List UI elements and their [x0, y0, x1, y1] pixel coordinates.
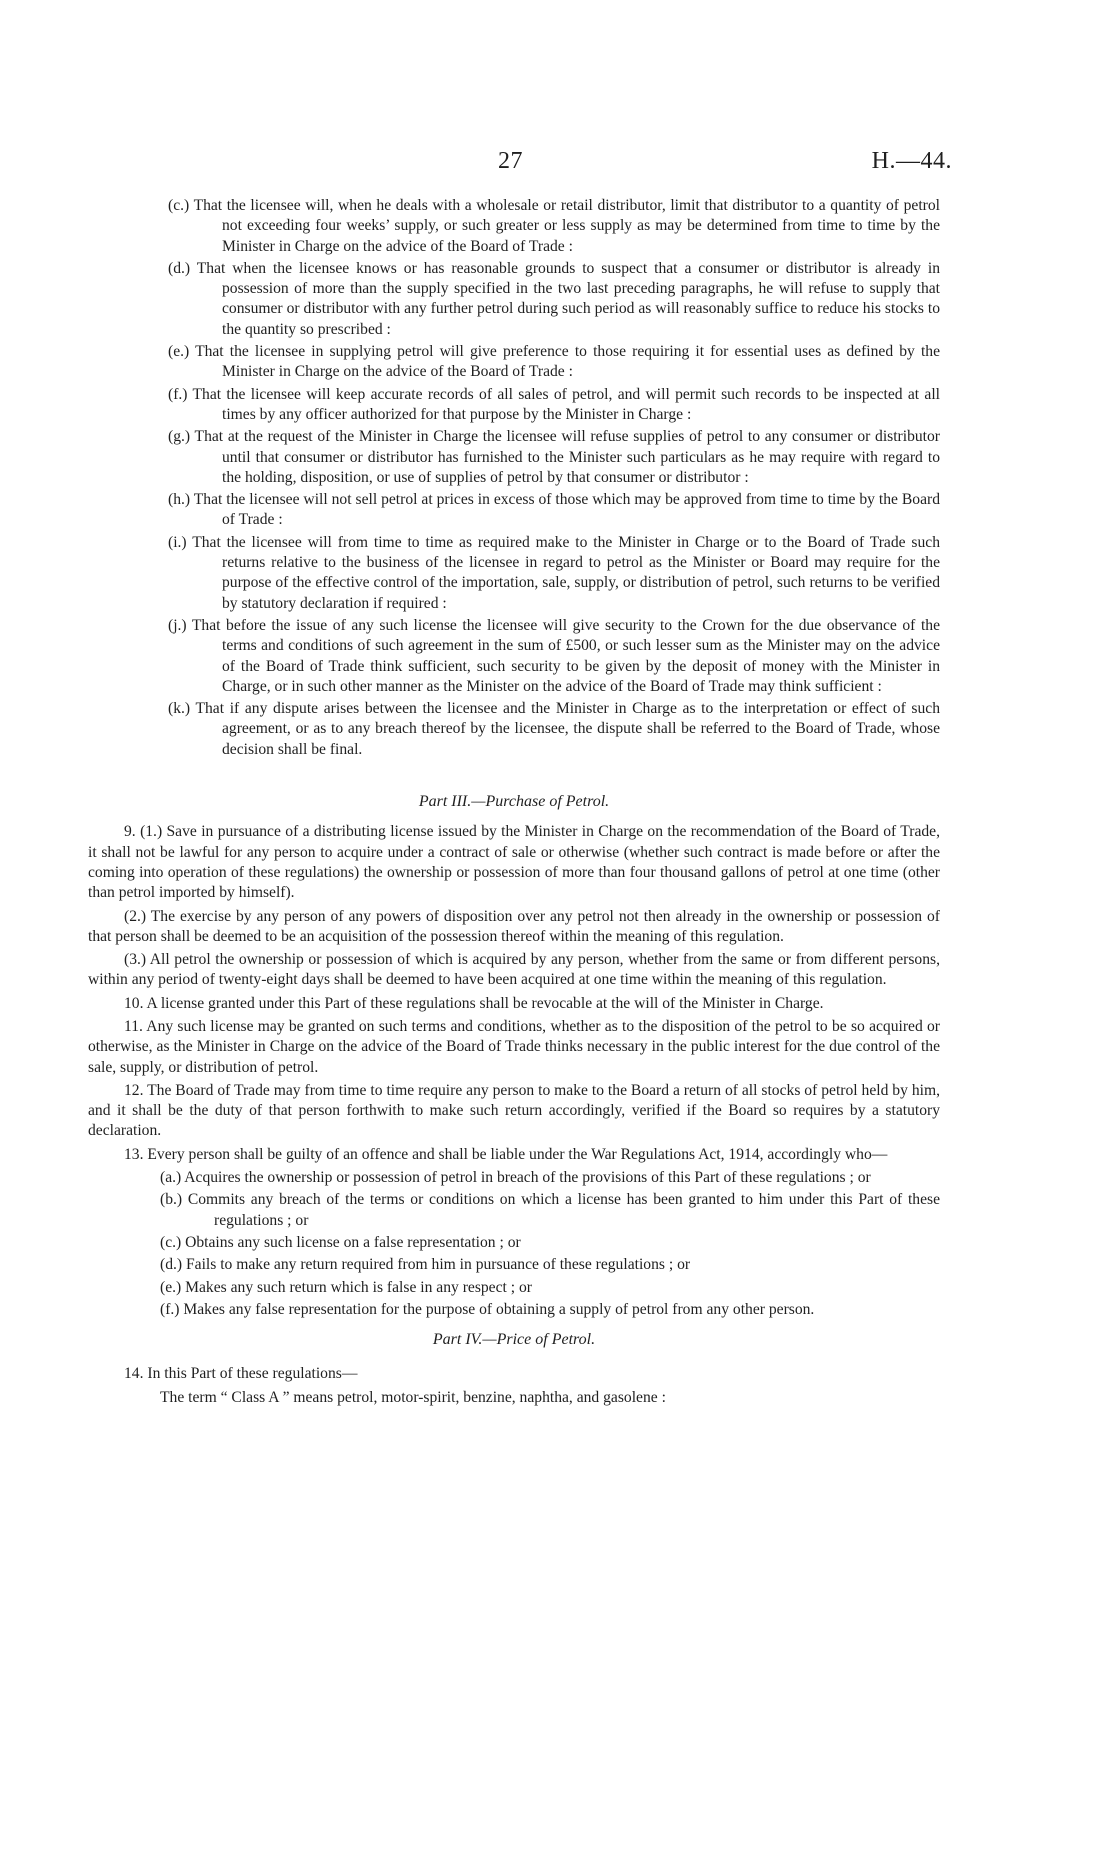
condition-item: [168, 385, 940, 426]
offence-marker: (b.): [160, 1191, 183, 1209]
condition-item: [168, 699, 940, 760]
clause-marker: (c.): [168, 197, 190, 214]
license-conditions-list: [168, 196, 940, 760]
clause-marker: (d.): [168, 259, 191, 277]
regulation-paragraph: 13. Every person shall be guilty of an offence and shall be liable under the War Regulations Act, 1914, accordingly who—: [124, 1145, 888, 1163]
regulation-paragraph: (2.) The exercise by any person of any powers of disposition over any petrol not then already in the ownership or possession of that person shall be deemed to be an acquisition of the possession thereof within the meaning of this regulation.: [88, 907, 940, 945]
clause-text: That if any dispute arises between the licensee and the Minister in Charge as to the interpretation or effect of such agreement, or as to any breach thereof by the licensee, the dispute shall be referred to the Board of Trade, whose decision shall be final.: [195, 700, 940, 758]
regulation-paragraph: 14. In this Part of these regulations—: [124, 1365, 358, 1383]
offence-marker: (f.): [160, 1300, 180, 1318]
regulation-paragraph: 9. (1.) Save in pursuance of a distributing license issued by the Minister in Charge on the recommendation of the Board of Trade, it shall not be lawful for any person to acquire under a contract of sale or otherwise (whether such contract is made before or after the coming into operation of these regulations) the ownership or possession of more than four thousand gallons of petrol at one time (other than petrol imported by himself).: [88, 823, 940, 902]
part-iii-heading: Part III.—Purchase of Petrol.: [418, 793, 610, 811]
clause-marker: (k.): [168, 700, 191, 718]
clause-marker: (g.): [168, 428, 191, 446]
clause-text: That the licensee will keep accurate records of all sales of petrol, and will permit such records to be inspected at all times by any officer authorized for that purpose by the Minister in Charge :: [192, 385, 940, 423]
clause-text: That the licensee will, when he deals with a wholesale or retail distributor, limit that distributor to a quantity of petrol not exceeding four weeks’ supply, or such greater or less supply as may be determined from time to time by the Minister in Charge on the advice of the Board of Trade :: [193, 197, 940, 255]
condition-item: [168, 427, 940, 488]
regulation-paragraph: 10. A license granted under this Part of these regulations shall be revocable at the will of the Minister in Charge.: [124, 994, 824, 1012]
clause-text: That before the issue of any such license the licensee will give security to the Crown for the due observance of the terms and conditions of such agreement in the sum of £500, or such lesser sum as the Minister may on the advice of the Board of Trade think sufficient, such security to be given by the deposit of money with the Minister in Charge, or in such other manner as the Minister on the advice of the Board of Trade may think sufficient :: [191, 616, 940, 695]
offence-item: [160, 1255, 940, 1275]
clause-text: That the licensee in supplying petrol will give preference to those requiring it for essential uses as defined by the Minister in Charge on the advice of the Board of Trade :: [195, 343, 940, 381]
offence-marker: (c.): [160, 1233, 182, 1251]
offence-text: Obtains any such license on a false representation ; or: [185, 1233, 521, 1251]
offence-marker: (a.): [160, 1169, 182, 1187]
offence-text: Makes any false representation for the purpose of obtaining a supply of petrol from any other person.: [183, 1300, 815, 1318]
offence-text: Fails to make any return required from him in pursuance of these regulations ; or: [186, 1256, 691, 1274]
regulation-paragraph: (3.) All petrol the ownership or possession of which is acquired by any person, whether from the same or from different persons, within any period of twenty-eight days shall be deemed to have been acquired at one time within the meaning of this regulation.: [88, 951, 940, 989]
offence-text: Commits any breach of the terms or conditions on which a license has been granted to him under this Part of these regulations ; or: [187, 1191, 940, 1229]
offence-marker: (e.): [160, 1278, 182, 1296]
offence-text: Acquires the ownership or possession of petrol in breach of the provisions of this Part of these regulations ; or: [184, 1169, 871, 1187]
clause-text: That the licensee will from time to time as required make to the Minister in Charge or to the Board of Trade such returns relative to the business of the licensee in regard to petrol as the Minister or Board may require for the purpose of the effective control of the importation, sale, supply, or distribution of petrol, such returns to be verified by statutory declaration if required :: [192, 533, 940, 612]
clause-text: That the licensee will not sell petrol at prices in excess of those which may be approved from time to time by the Board of Trade :: [193, 491, 940, 529]
offences-list: [160, 1168, 940, 1320]
part-iv-heading: Part IV.—Price of Petrol.: [432, 1331, 596, 1349]
condition-item: [168, 490, 940, 531]
clause-text: That when the licensee knows or has reasonable grounds to suspect that a consumer or distributor is already in possession of more than the supply specified in the two last preceding paragraphs, he will refuse to supply that consumer or distributor with any further petrol during such period as will reasonably suffice to reduce his stocks to the quantity so prescribed :: [196, 259, 940, 338]
offence-item: [160, 1278, 940, 1298]
document-reference: H.—44.: [871, 148, 952, 174]
condition-item: [168, 616, 940, 697]
clause-marker: (e.): [168, 343, 190, 361]
offence-marker: (d.): [160, 1256, 183, 1274]
clause-marker: (h.): [168, 491, 191, 509]
condition-item: [168, 259, 940, 340]
clause-marker: (i.): [168, 533, 187, 551]
clause-text: That at the request of the Minister in Charge the licensee will refuse supplies of petrol to any consumer or distributor until that consumer or distributor has furnished to the Minister such particulars as he may require with regard to the holding, disposition, or use of supplies of petrol by that consumer or distributor :: [194, 428, 940, 486]
body-text: [88, 196, 940, 1408]
offence-text: Makes any such return which is false in any respect ; or: [185, 1278, 532, 1296]
offence-item: [160, 1190, 940, 1231]
offence-item: [160, 1233, 940, 1253]
regulation-paragraph: 11. Any such license may be granted on such terms and conditions, whether as to the disposition of the petrol to be so acquired or otherwise, as the Minister in Charge on the advice of the Board of Trade thinks necessary in the public interest for the due control of the sale, supply, or distribution of petrol.: [88, 1017, 940, 1076]
clause-marker: (f.): [168, 385, 188, 403]
page-header: [0, 148, 1114, 182]
condition-item: [168, 196, 940, 257]
condition-item: [168, 342, 940, 383]
offence-item: [160, 1300, 940, 1320]
condition-item: [168, 533, 940, 614]
term-definition: The term “ Class A ” means petrol, motor-spirit, benzine, naphtha, and gasolene :: [160, 1388, 666, 1406]
regulation-paragraph: 12. The Board of Trade may from time to time require any person to make to the Board a return of all stocks of petrol held by him, and it shall be the duty of that person forthwith to make such return accordingly, verified if the Board so requires by a statutory declaration.: [88, 1081, 940, 1140]
page-number: 27: [498, 148, 523, 174]
clause-marker: (j.): [168, 616, 187, 634]
offence-item: [160, 1168, 940, 1188]
